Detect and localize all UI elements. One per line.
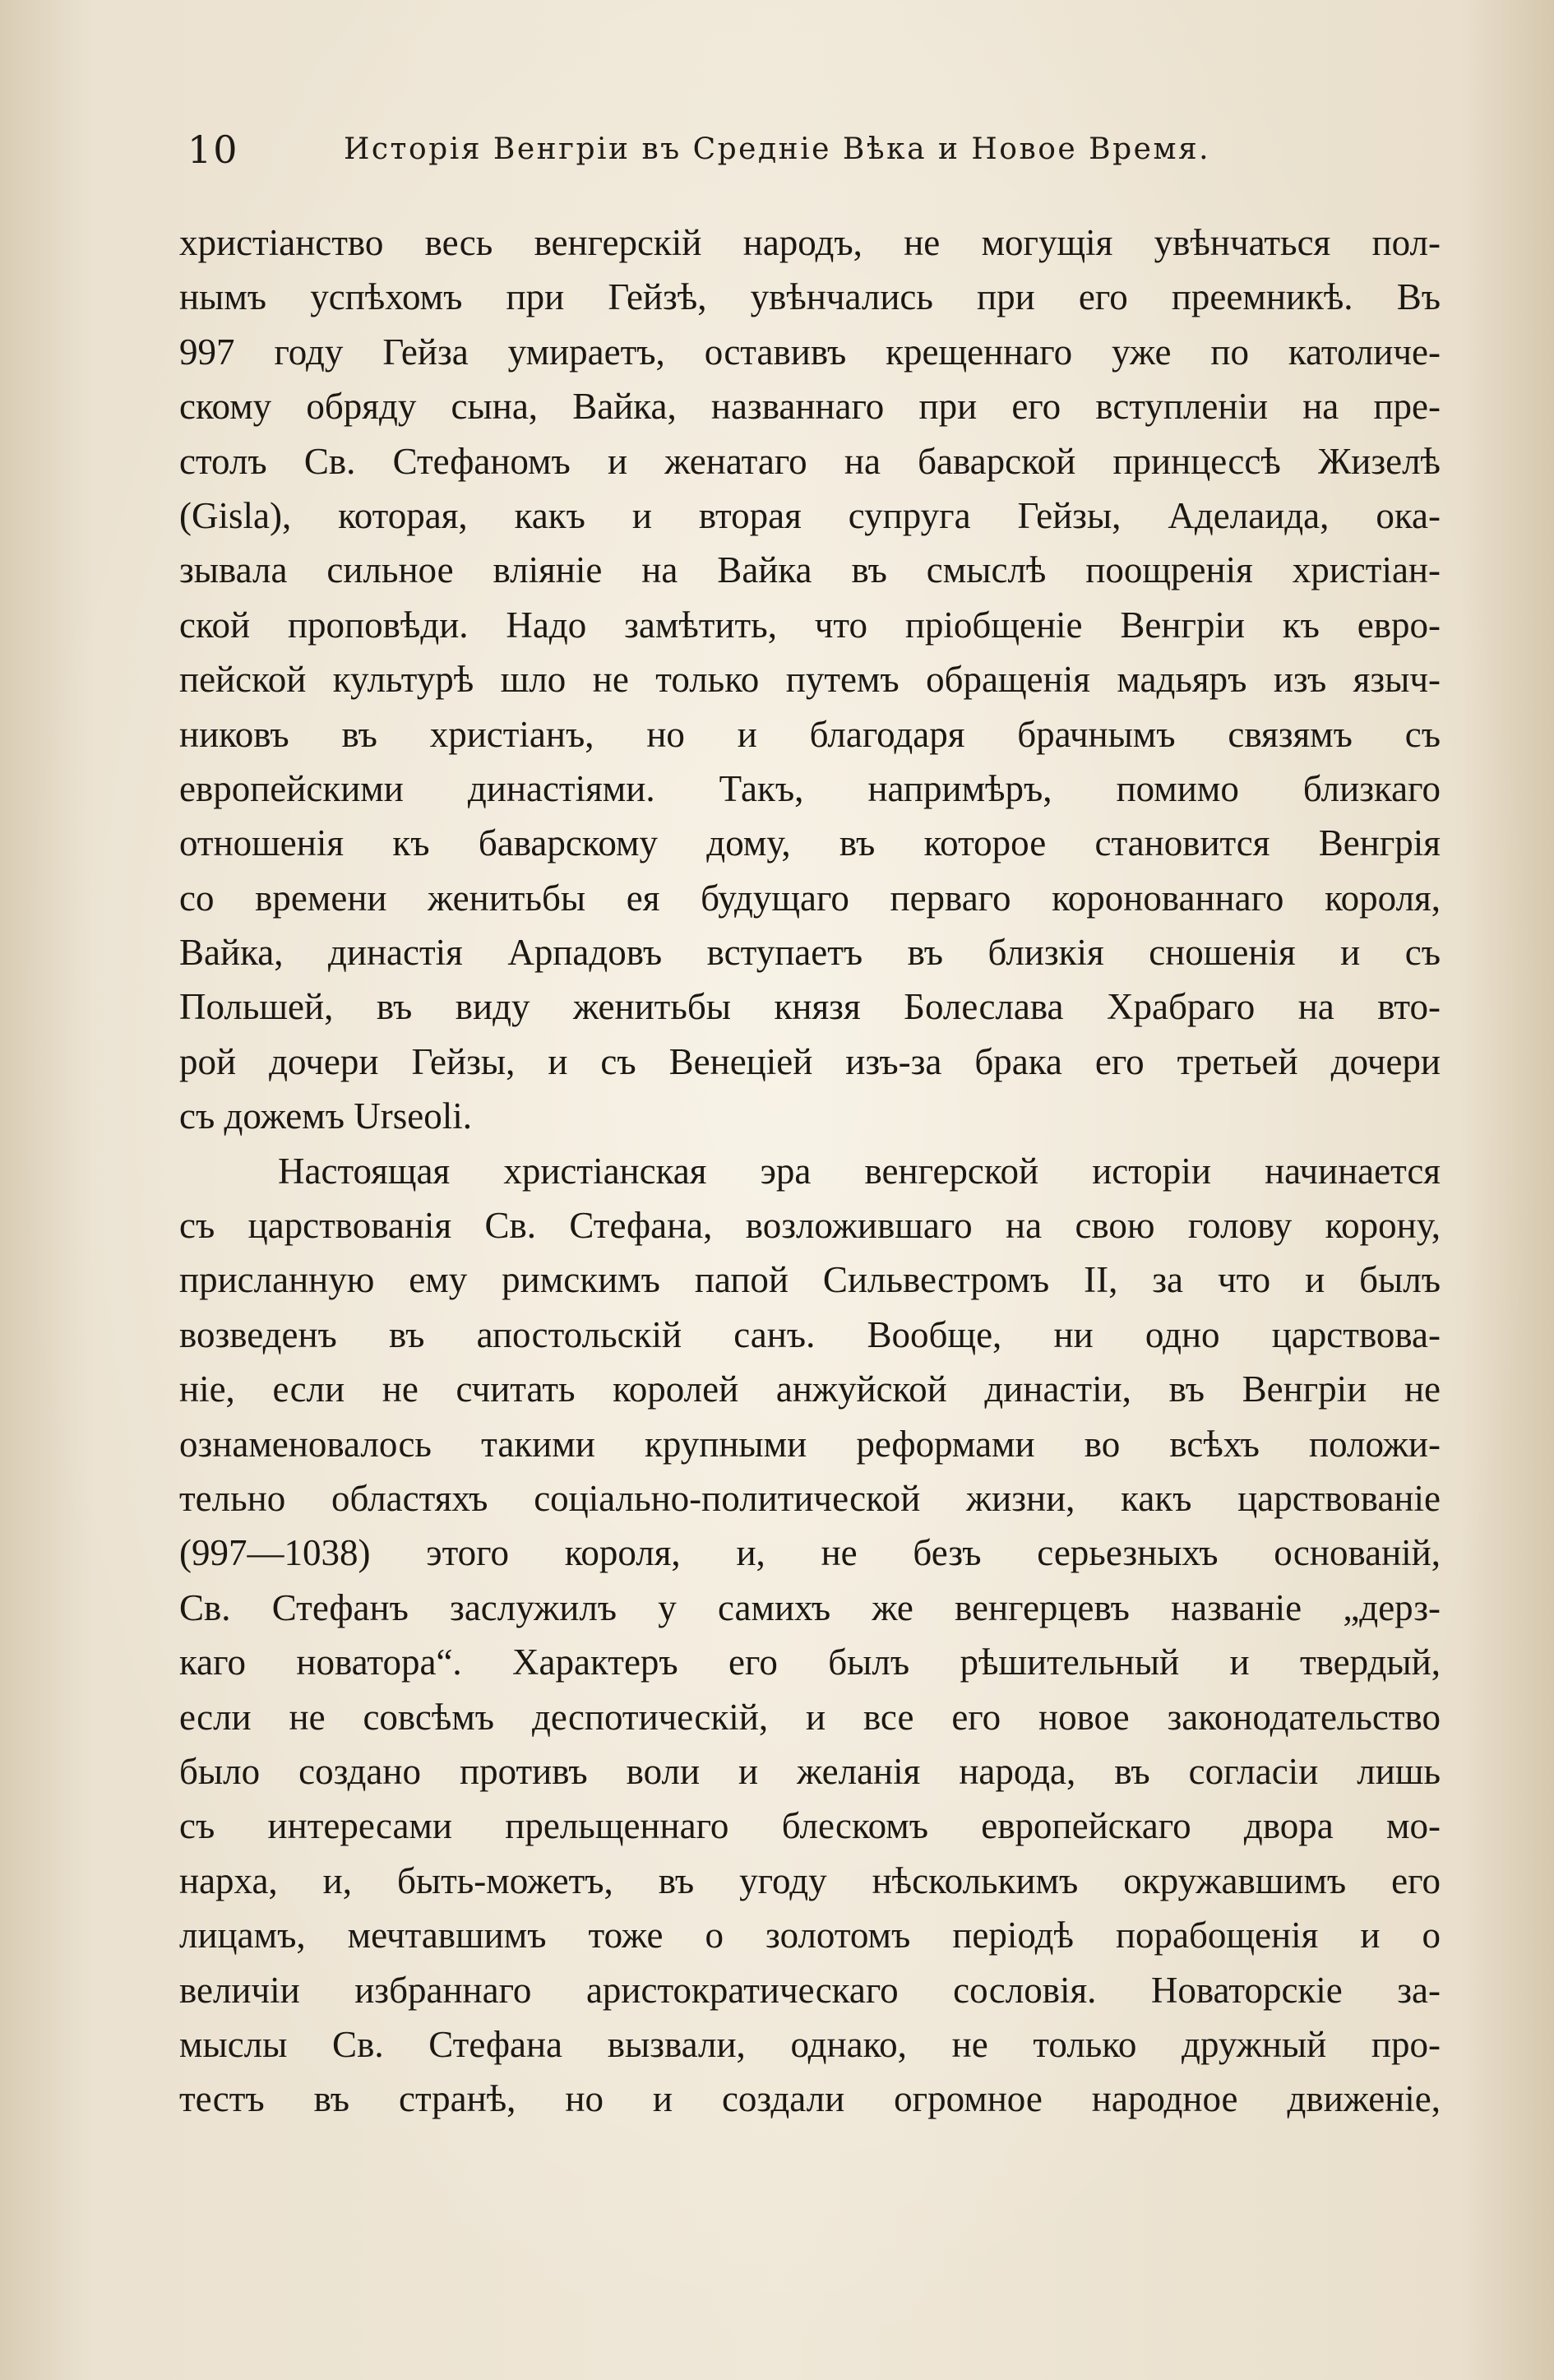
- text-line: каго новатора“. Характеръ его былъ рѣшительный и твердый,: [179, 1641, 1441, 1683]
- running-head-title: Исторія Венгріи въ Средніе Вѣка и Новое Время.: [344, 132, 1211, 166]
- text-line: лицамъ, мечтавшимъ тоже о золотомъ періодѣ порабощенія и о: [179, 1915, 1441, 1956]
- running-head: [187, 117, 1273, 183]
- text-line: отношенія къ баварскому дому, въ которое становится Венгрія: [179, 822, 1441, 864]
- text-line: ознаменовалось такими крупными реформами во всѣхъ положи-: [179, 1423, 1441, 1465]
- text-line: если не совсѣмъ деспотическій, и все его новое законодательство: [179, 1696, 1441, 1738]
- text-line: мыслы Св. Стефана вызвали, однако, не только дружный про-: [179, 2023, 1441, 2065]
- page-number: 10: [187, 127, 239, 172]
- text-line: христіанство весь венгерскій народъ, не могущія увѣнчаться пол-: [179, 222, 1441, 263]
- text-line: присланную ему римскимъ папой Сильвестромъ II, за что и былъ: [179, 1259, 1441, 1301]
- text-line: Польшей, въ виду женитьбы князя Болеслава Храбраго на вто-: [179, 986, 1441, 1028]
- text-line: съ интересами прельщеннаго блескомъ европейскаго двора мо-: [179, 1805, 1441, 1847]
- text-line: (Gisla), которая, какъ и вторая супруга Гейзы, Аделаида, ока-: [179, 494, 1441, 536]
- text-line: зывала сильное вліяніе на Вайка въ смыслѣ поощренія христіан-: [179, 549, 1441, 591]
- text-line: столъ Св. Стефаномъ и женатаго на баварской принцессѣ Жизелѣ: [179, 440, 1441, 482]
- text-line: Настоящая христіанская эра венгерской исторіи начинается: [278, 1150, 1441, 1192]
- text-line: тельно областяхъ соціально-политической жизни, какъ царствованіе: [179, 1477, 1441, 1519]
- text-line: величіи избраннаго аристократическаго сословія. Новаторскіе за-: [179, 1969, 1441, 2011]
- text-line: тестъ въ странѣ, но и создали огромное народное движеніе,: [179, 2078, 1441, 2120]
- text-line: рой дочери Гейзы, и съ Венеціей изъ-за брака его третьей дочери: [179, 1040, 1441, 1082]
- text-line: ніе, если не считать королей анжуйской династіи, въ Венгріи не: [179, 1368, 1441, 1410]
- text-line: было создано противъ воли и желанія народа, въ согласіи лишь: [179, 1750, 1441, 1792]
- text-line: пейской культурѣ шло не только путемъ обращенія мадьяръ изъ языч-: [179, 659, 1441, 701]
- text-line: европейскими династіями. Такъ, напримѣръ, помимо близкаго: [179, 767, 1441, 809]
- text-line: нымъ успѣхомъ при Гейзѣ, увѣнчались при его преемникѣ. Въ: [179, 276, 1441, 318]
- text-line: Вайка, династія Арпадовъ вступаетъ въ близкія сношенія и съ: [179, 932, 1441, 974]
- paragraph-2: [179, 1144, 1441, 2127]
- text-line: 997 году Гейза умираетъ, оставивъ крещеннаго уже по католиче-: [179, 331, 1441, 373]
- text-line: скому обряду сына, Вайка, названнаго при его вступленіи на пре-: [179, 386, 1441, 428]
- text-line: съ царствованія Св. Стефана, возложившаго на свою голову корону,: [179, 1205, 1441, 1247]
- text-line: Св. Стефанъ заслужилъ у самихъ же венгерцевъ названіе „дерз-: [179, 1586, 1441, 1628]
- text-line: возведенъ въ апостольскій санъ. Вообще, ни одно царствова-: [179, 1313, 1441, 1355]
- text-line: никовъ въ христіанъ, но и благодаря брачнымъ связямъ съ: [179, 713, 1441, 755]
- paragraph-1: [179, 215, 1441, 1144]
- text-line: (997—1038) этого короля, и, не безъ серьезныхъ основаній,: [179, 1532, 1441, 1574]
- text-line: ской проповѣди. Надо замѣтить, что пріобщеніе Венгріи къ евро-: [179, 604, 1441, 646]
- text-line: нарха, и, быть-можетъ, въ угоду нѣсколькимъ окружавшимъ его: [179, 1859, 1441, 1901]
- body-text: [179, 215, 1441, 2127]
- text-line: со времени женитьбы ея будущаго перваго коронованнаго короля,: [179, 877, 1441, 919]
- text-line: съ дожемъ Urseoli.: [179, 1095, 472, 1137]
